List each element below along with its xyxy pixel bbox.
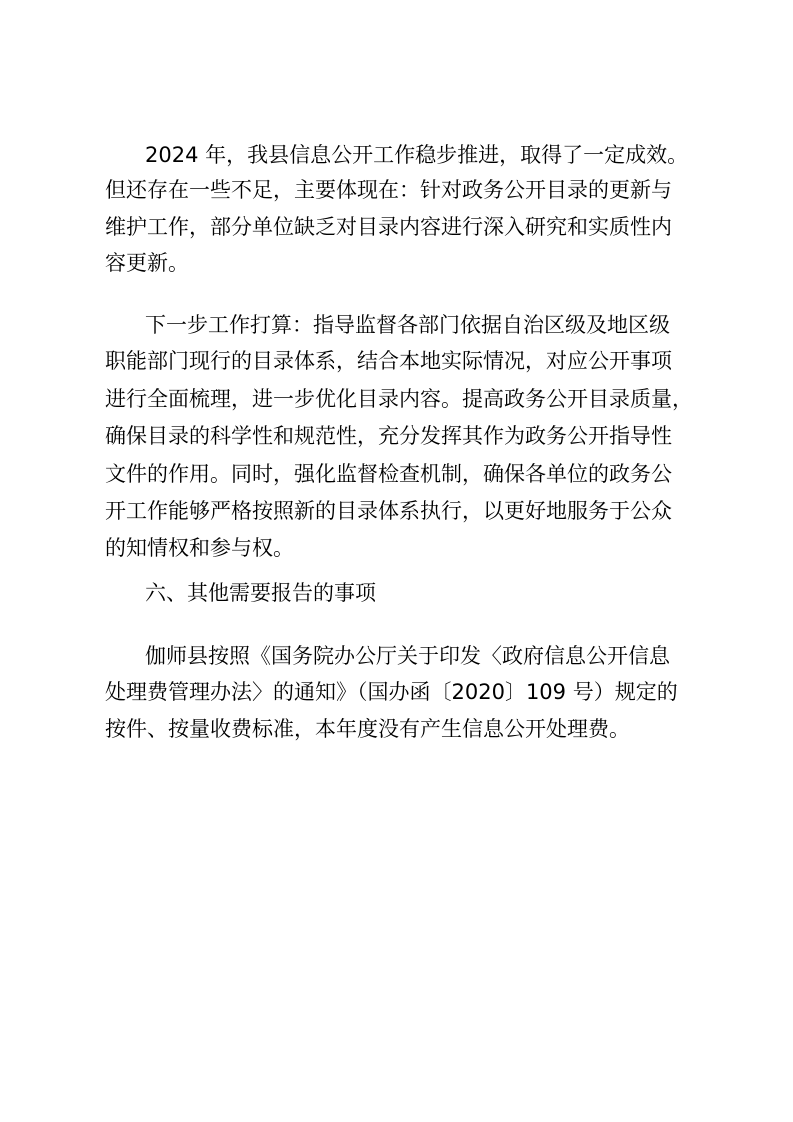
paragraph-4-line-1: 伽师县按照《国务院办公厅关于印发〈政府信息公开信息 [145, 644, 670, 668]
paragraph-2-line-5: 文件的作用。同时，强化监督检查机制，确保各单位的政务公 [105, 462, 672, 486]
paragraph-2-line-2: 职能部门现行的目录体系，结合本地实际情况，对应公开事项 [105, 349, 672, 373]
paragraph-4-line-2: 处理费管理办法〉的通知》（国办函〔2020〕109 号）规定的 [105, 680, 678, 704]
section-heading: 六、其他需要报告的事项 [145, 581, 376, 605]
paragraph-2-line-4: 确保目录的科学性和规范性，充分发挥其作为政务公开指导性 [105, 424, 672, 448]
paragraph-2-line-6: 开工作能够严格按照新的目录体系执行，以更好地服务于公众 [105, 499, 672, 523]
paragraph-1-line-3: 维护工作，部分单位缺乏对目录内容进行深入研究和实质性内 [105, 215, 672, 239]
paragraph-2-line-3: 进行全面梳理，进一步优化目录内容。提高政务公开目录质量， [105, 387, 693, 411]
paragraph-2-line-1: 下一步工作打算：指导监督各部门依据自治区级及地区级 [145, 313, 670, 337]
paragraph-1-line-2: 但还存在一些不足，主要体现在：针对政务公开目录的更新与 [105, 178, 672, 202]
paragraph-2-line-7: 的知情权和参与权。 [105, 536, 294, 560]
paragraph-1-line-1: 2024 年，我县信息公开工作稳步推进，取得了一定成效。 [145, 143, 689, 167]
paragraph-1-line-4: 容更新。 [105, 251, 189, 275]
paragraph-4-line-3: 按件、按量收费标准，本年度没有产生信息公开处理费。 [105, 717, 630, 741]
